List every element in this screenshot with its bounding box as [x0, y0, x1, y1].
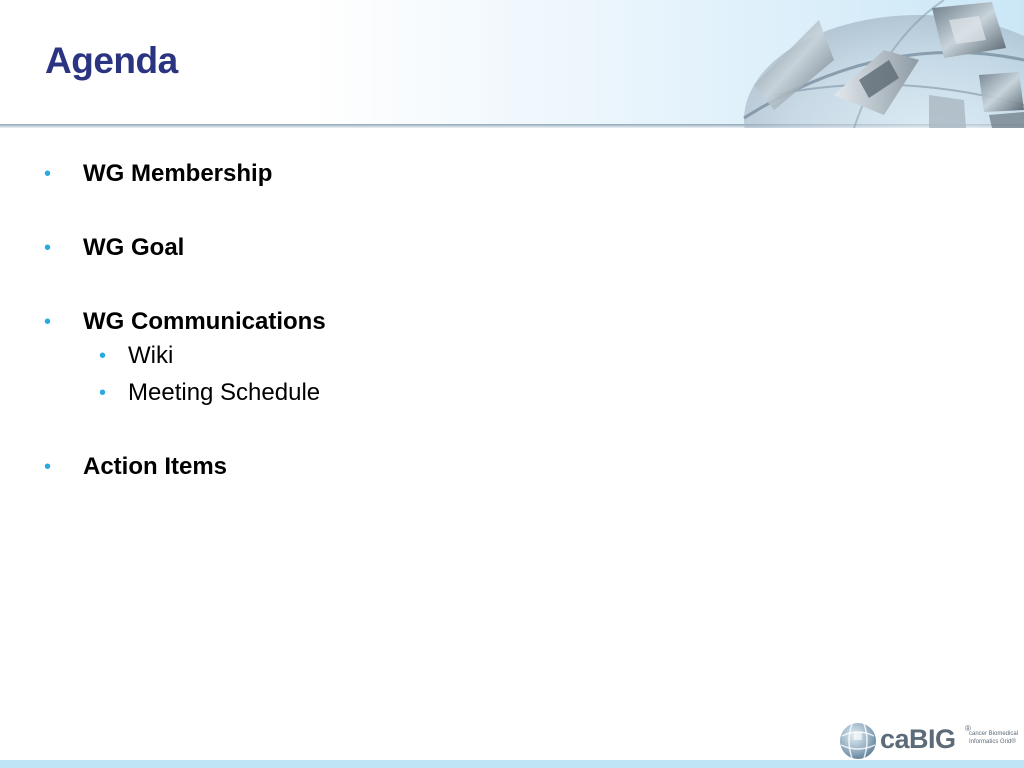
bullet-icon: • — [44, 456, 52, 478]
logo-wordmark: caBIG — [880, 724, 956, 754]
logo-tagline: cancer Biomedical Informatics Grid® — [969, 731, 1019, 745]
bullet-icon: • — [44, 163, 52, 185]
slide-title: Agenda — [45, 40, 178, 81]
bullet-icon: • — [44, 237, 52, 259]
agenda-list — [44, 160, 326, 527]
cabig-logo — [838, 718, 1018, 762]
bullet-icon: • — [99, 382, 107, 404]
sub-list-item — [44, 379, 326, 407]
list-item-label: Meeting Schedule — [128, 379, 321, 406]
globe-collage-icon — [734, 0, 1024, 128]
logo-registered-mark: ® — [965, 724, 971, 733]
list-item-label: WG Communications — [83, 308, 326, 335]
list-item — [44, 234, 326, 262]
list-item — [44, 308, 326, 336]
list-item-label: Wiki — [128, 342, 174, 369]
list-item-label: WG Membership — [83, 160, 273, 187]
list-item-label: Action Items — [83, 453, 228, 480]
bullet-icon: • — [99, 345, 107, 367]
list-item — [44, 453, 326, 481]
sub-list-item — [44, 342, 326, 370]
bullet-icon: • — [44, 311, 52, 333]
list-item — [44, 160, 326, 188]
footer-bar — [0, 760, 1024, 768]
list-item-label: WG Goal — [83, 234, 185, 261]
globe-logo-icon — [838, 720, 878, 762]
